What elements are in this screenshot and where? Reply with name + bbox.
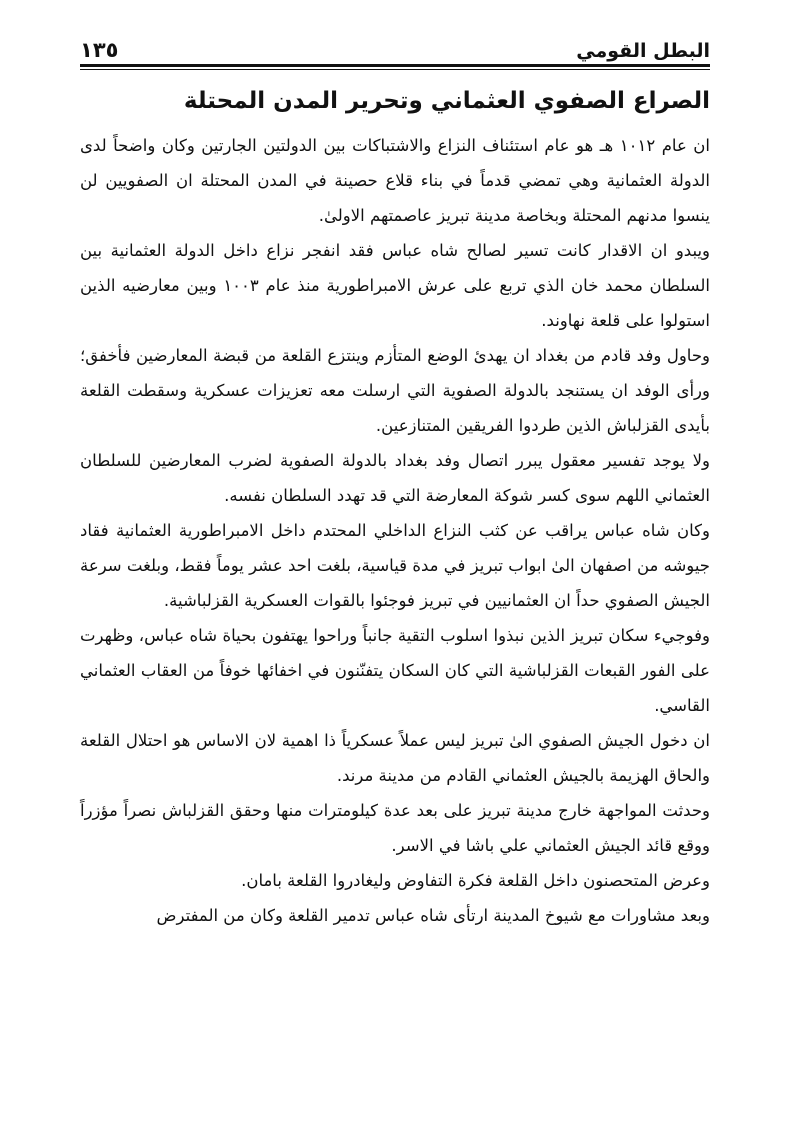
paragraph: وبعد مشاورات مع شيوخ المدينة ارتأى شاه عباس تدمير القلعة وكان من المفترض — [156, 906, 710, 925]
paragraph: وحدثت المواجهة خارج مدينة تبريز على بعد عدة كيلومترات منها وحقق القزلباش نصراً مؤزراً ووقع قائد الجيش العثماني علي باشا في الاسر. — [80, 801, 710, 855]
paragraph: ويبدو ان الاقدار كانت تسير لصالح شاه عباس فقد انفجر نزاع داخل الدولة العثمانية بين السلطان محمد خان الذي تربع على عرش الامبراطورية منذ عام ١٠٠٣ وبين معارضيه الذين استولوا على قلعة نهاوند. — [80, 241, 710, 330]
page-number: ١٣٥ — [80, 38, 119, 62]
book-page — [80, 28, 710, 933]
header-rule-thick — [80, 64, 710, 67]
paragraph: وحاول وفد قادم من بغداد ان يهدئ الوضع المتأزم وينتزع القلعة من قبضة المعارضين فأخفق؛ ورأى الوفد ان يستنجد بالدولة الصفوية التي ارسلت معه تعزيزات عسكرية وسقطت القلعة بأيدى القزلباش الذين طردوا الفريقين المتنازعين. — [80, 346, 710, 435]
header-rule-thin — [80, 69, 710, 70]
running-header — [80, 28, 710, 62]
paragraph: ولا يوجد تفسير معقول يبرر اتصال وفد بغداد بالدولة الصفوية لضرب المعارضين للسلطان العثماني اللهم سوى كسر شوكة المعارضة التي قد تهدد السلطان نفسه. — [80, 451, 710, 505]
paragraph: وعرض المتحصنون داخل القلعة فكرة التفاوض وليغادروا القلعة بامان. — [241, 871, 710, 890]
section-title: الصراع الصفوي العثماني وتحرير المدن المحتلة — [183, 88, 710, 114]
paragraph: ان دخول الجيش الصفوي الىٰ تبريز ليس عملاً عسكرياً ذا اهمية لان الاساس هو احتلال القلعة والحاق الهزيمة بالجيش العثماني القادم من مدينة مرند. — [80, 731, 710, 785]
running-title: البطل القومي — [576, 40, 710, 62]
paragraph: ان عام ١٠١٢ هـ هو عام استئناف النزاع والاشتباكات بين الدولتين الجارتين وكان واضحاً لدى الدولة العثمانية وهي تمضي قدماً في بناء قلاع حصينة في المدن المحتلة ان الصفويين لن ينسوا مدنهم المحتلة وبخاصة مدينة تبريز عاصمتهم الاولىٰ. — [80, 136, 711, 225]
paragraph: وكان شاه عباس يراقب عن كثب النزاع الداخلي المحتدم داخل الامبراطورية العثمانية فقاد جيوشه من اصفهان الىٰ ابواب تبريز في مدة قياسية، بلغت احد عشر يوماً فقط، وبلغت سرعة الجيش الصفوي حداً ان العثمانيين في تبريز فوجئوا بالقوات العسكرية القزلباشية. — [80, 521, 710, 610]
paragraph: وفوجيء سكان تبريز الذين نبذوا اسلوب التقية جانباً وراحوا يهتفون بحياة شاه عباس، وظهرت على الفور القبعات القزلباشية التي كان السكان يتفنّنون في اخفائها خوفاً من العقاب العثماني القاسي. — [80, 626, 710, 715]
body-text — [80, 128, 710, 933]
